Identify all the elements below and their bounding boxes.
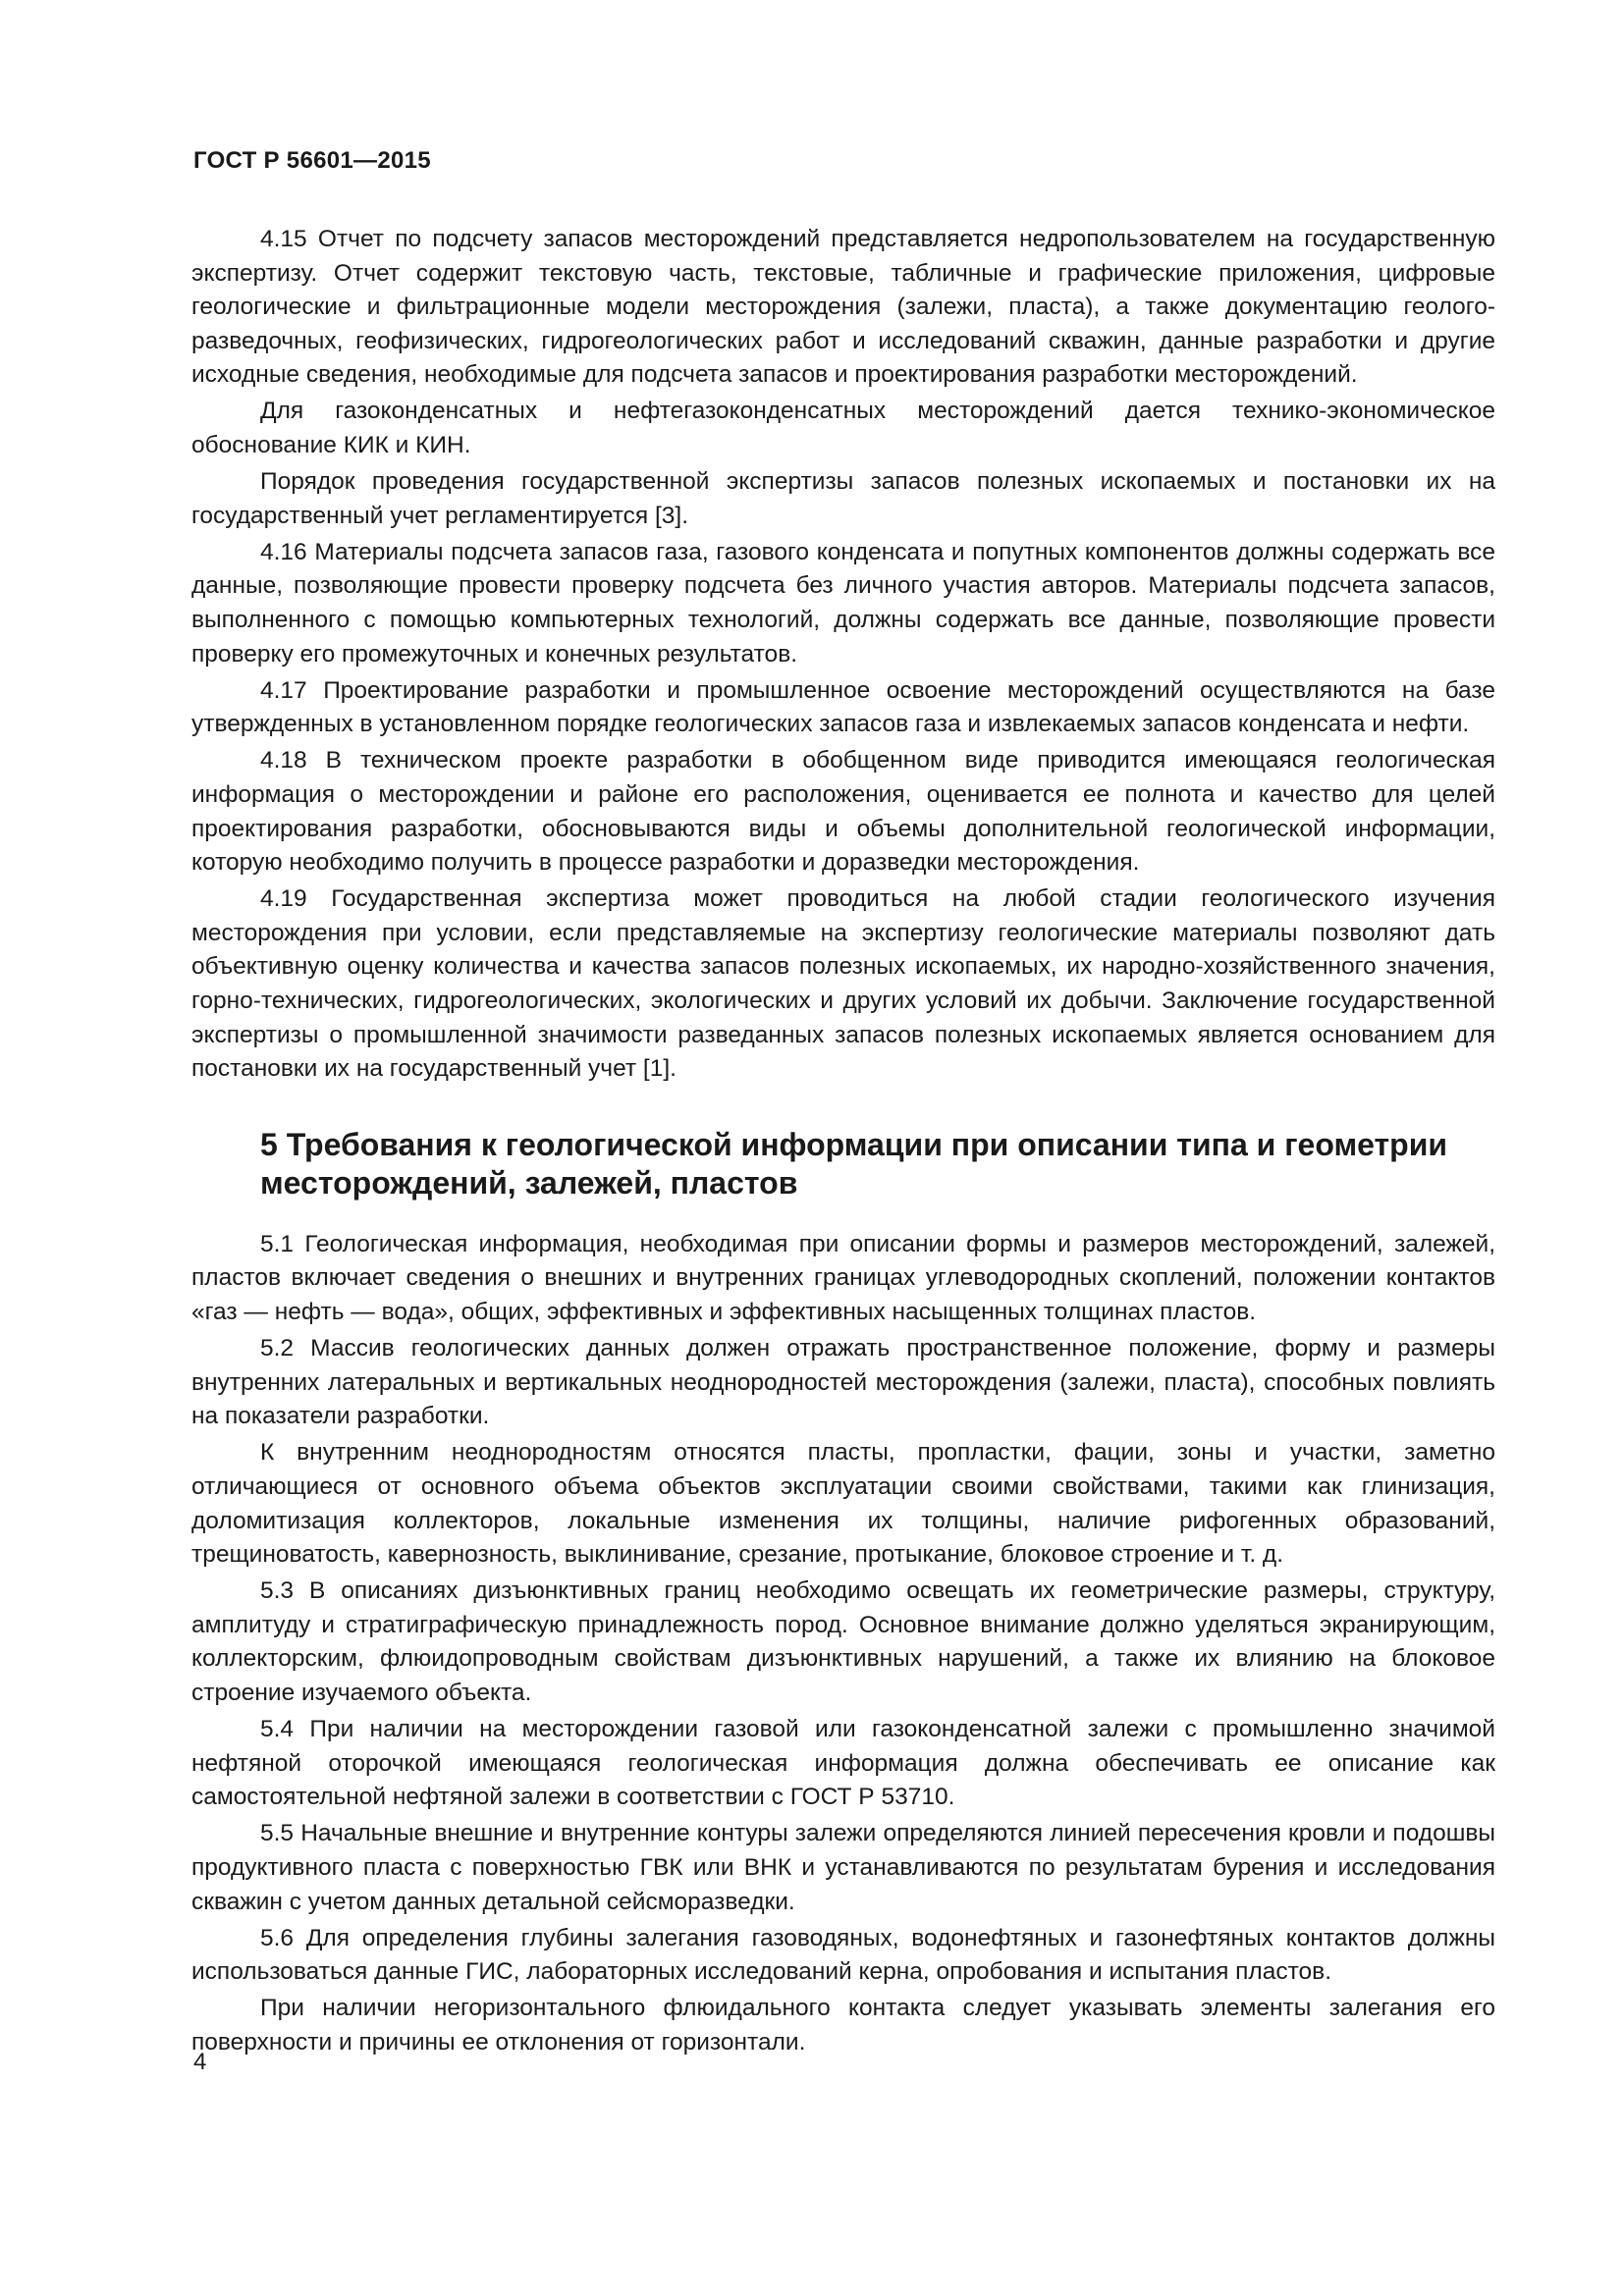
paragraph-kik-kin: Для газоконденсатных и нефтегазоконденсатных месторождений дается технико-экономическое обоснование КИК и КИН. (191, 398, 1495, 459)
paragraph-5-1: 5.1 Геологическая информация, необходимая при описании формы и размеров месторождений, залежей, пластов включает сведения о внешних и внутренних границах углеводородных скоплений, положении контактов «газ — нефть — вода», общих, эффективных и эффективных насыщенных толщинах пластов. (191, 1230, 1495, 1326)
paragraph-5-6: 5.6 Для определения глубины залегания газоводяных, водонефтяных и газонефтяных контактов должны использоваться данные ГИС, лабораторных исследований керна, опробования и испытания пластов. (191, 1924, 1495, 1986)
paragraph-4-17: 4.17 Проектирование разработки и промышленное освоение месторождений осуществляются на базе утвержденных в установленном порядке геологических запасов газа и извлекаемых запасов конденсата и нефти. (191, 676, 1495, 738)
paragraph-inner-heterogeneity: К внутренним неоднородностям относятся пласты, пропластки, фации, зоны и участки, заметно отличающиеся от основного объема объектов эксплуатации своими свойствами, такими как глинизация, доломитизация коллекторов, локальные изменения их толщины, наличие рифогенных образований, трещиноватость, кавернозность, выклинивание, срезание, протыкание, блоковое строение и т. д. (191, 1439, 1495, 1569)
document-header: ГОСТ Р 56601—2015 (193, 147, 431, 174)
section-5-title: 5 Требования к геологической информации при описании типа и геометрии месторождений, залежей, пластов (260, 1126, 1448, 1201)
paragraph-5-5: 5.5 Начальные внешние и внутренние контуры залежи определяются линией пересечения кровли и подошвы продуктивного пласта с поверхностью ГВК или ВНК и устанавливаются по результатам бурения и исследования скважин с учетом данных детальной сейсморазведки. (191, 1820, 1495, 1915)
paragraph-4-15: 4.15 Отчет по подсчету запасов месторождений представляется недропользователем на государственную экспертизу. Отчет содержит текстовую часть, текстовые, табличные и графические приложения, цифровые геологические и фильтрационные модели месторождения (залежи, пласта), а также документацию геолого-разведочных, геофизических, гидрогеологических работ и исследований скважин, данные разработки и другие исходные сведения, необходимые для подсчета запасов и проектирования разработки месторождений. (191, 226, 1495, 389)
paragraph-5-2: 5.2 Массив геологических данных должен отражать пространственное положение, форму и размеры внутренних латеральных и вертикальных неоднородностей месторождения (залежи, пласта), способных повлиять на показатели разработки. (191, 1335, 1495, 1430)
paragraph-5-3: 5.3 В описаниях дизъюнктивных границ необходимо освещать их геометрические размеры, структуру, амплитуду и стратиграфическую принадлежность пород. Основное внимание должно уделяться экранирующим, коллекторским, флюидопроводным свойствам дизъюнктивных нарушений, а также их влиянию на блоковое строение изучаемого объекта. (191, 1577, 1495, 1707)
paragraph-expertise-order: Порядок проведения государственной экспертизы запасов полезных ископаемых и постановки их на государственный учет регламентируется [3]. (191, 468, 1495, 529)
document-body (191, 223, 1495, 2062)
paragraph-4-18: 4.18 В техническом проекте разработки в обобщенном виде приводится имеющаяся геологическая информация о месторождении и районе его расположения, оценивается ее полнота и качество для целей проектирования разработки, обосновываются виды и объемы дополнительной геологической информации, которую необходимо получить в процессе разработки и доразведки месторождения. (191, 747, 1495, 877)
paragraph-5-4: 5.4 При наличии на месторождении газовой или газоконденсатной залежи с промышленно значимой нефтяной оторочкой имеющаяся геологическая информация должна обеспечивать ее описание как самостоятельной нефтяной залежи в соответствии с ГОСТ Р 53710. (191, 1716, 1495, 1811)
page-number: 4 (193, 2049, 207, 2075)
paragraph-4-19: 4.19 Государственная экспертиза может проводиться на любой стадии геологического изучения месторождения при условии, если представляемые на экспертизу геологические материалы позволяют дать объективную оценку количества и качества запасов полезных ископаемых, их народно-хозяйственного значения, горно-технических, гидрогеологических, экологических и других условий их добычи. Заключение государственной экспертизы о промышленной значимости разведанных запасов полезных ископаемых является основанием для постановки их на государственный учет [1]. (191, 885, 1495, 1083)
paragraph-4-16: 4.16 Материалы подсчета запасов газа, газового конденсата и попутных компонентов должны содержать все данные, позволяющие провести проверку подсчета без личного участия авторов. Материалы подсчета запасов, выполненного с помощью компьютерных технологий, должны содержать все данные, позволяющие провести проверку его промежуточных и конечных результатов. (191, 538, 1495, 667)
paragraph-non-horizontal-contact: При наличии негоризонтального флюидального контакта следует указывать элементы залегания его поверхности и причины ее отклонения от горизонтали. (191, 1995, 1495, 2056)
